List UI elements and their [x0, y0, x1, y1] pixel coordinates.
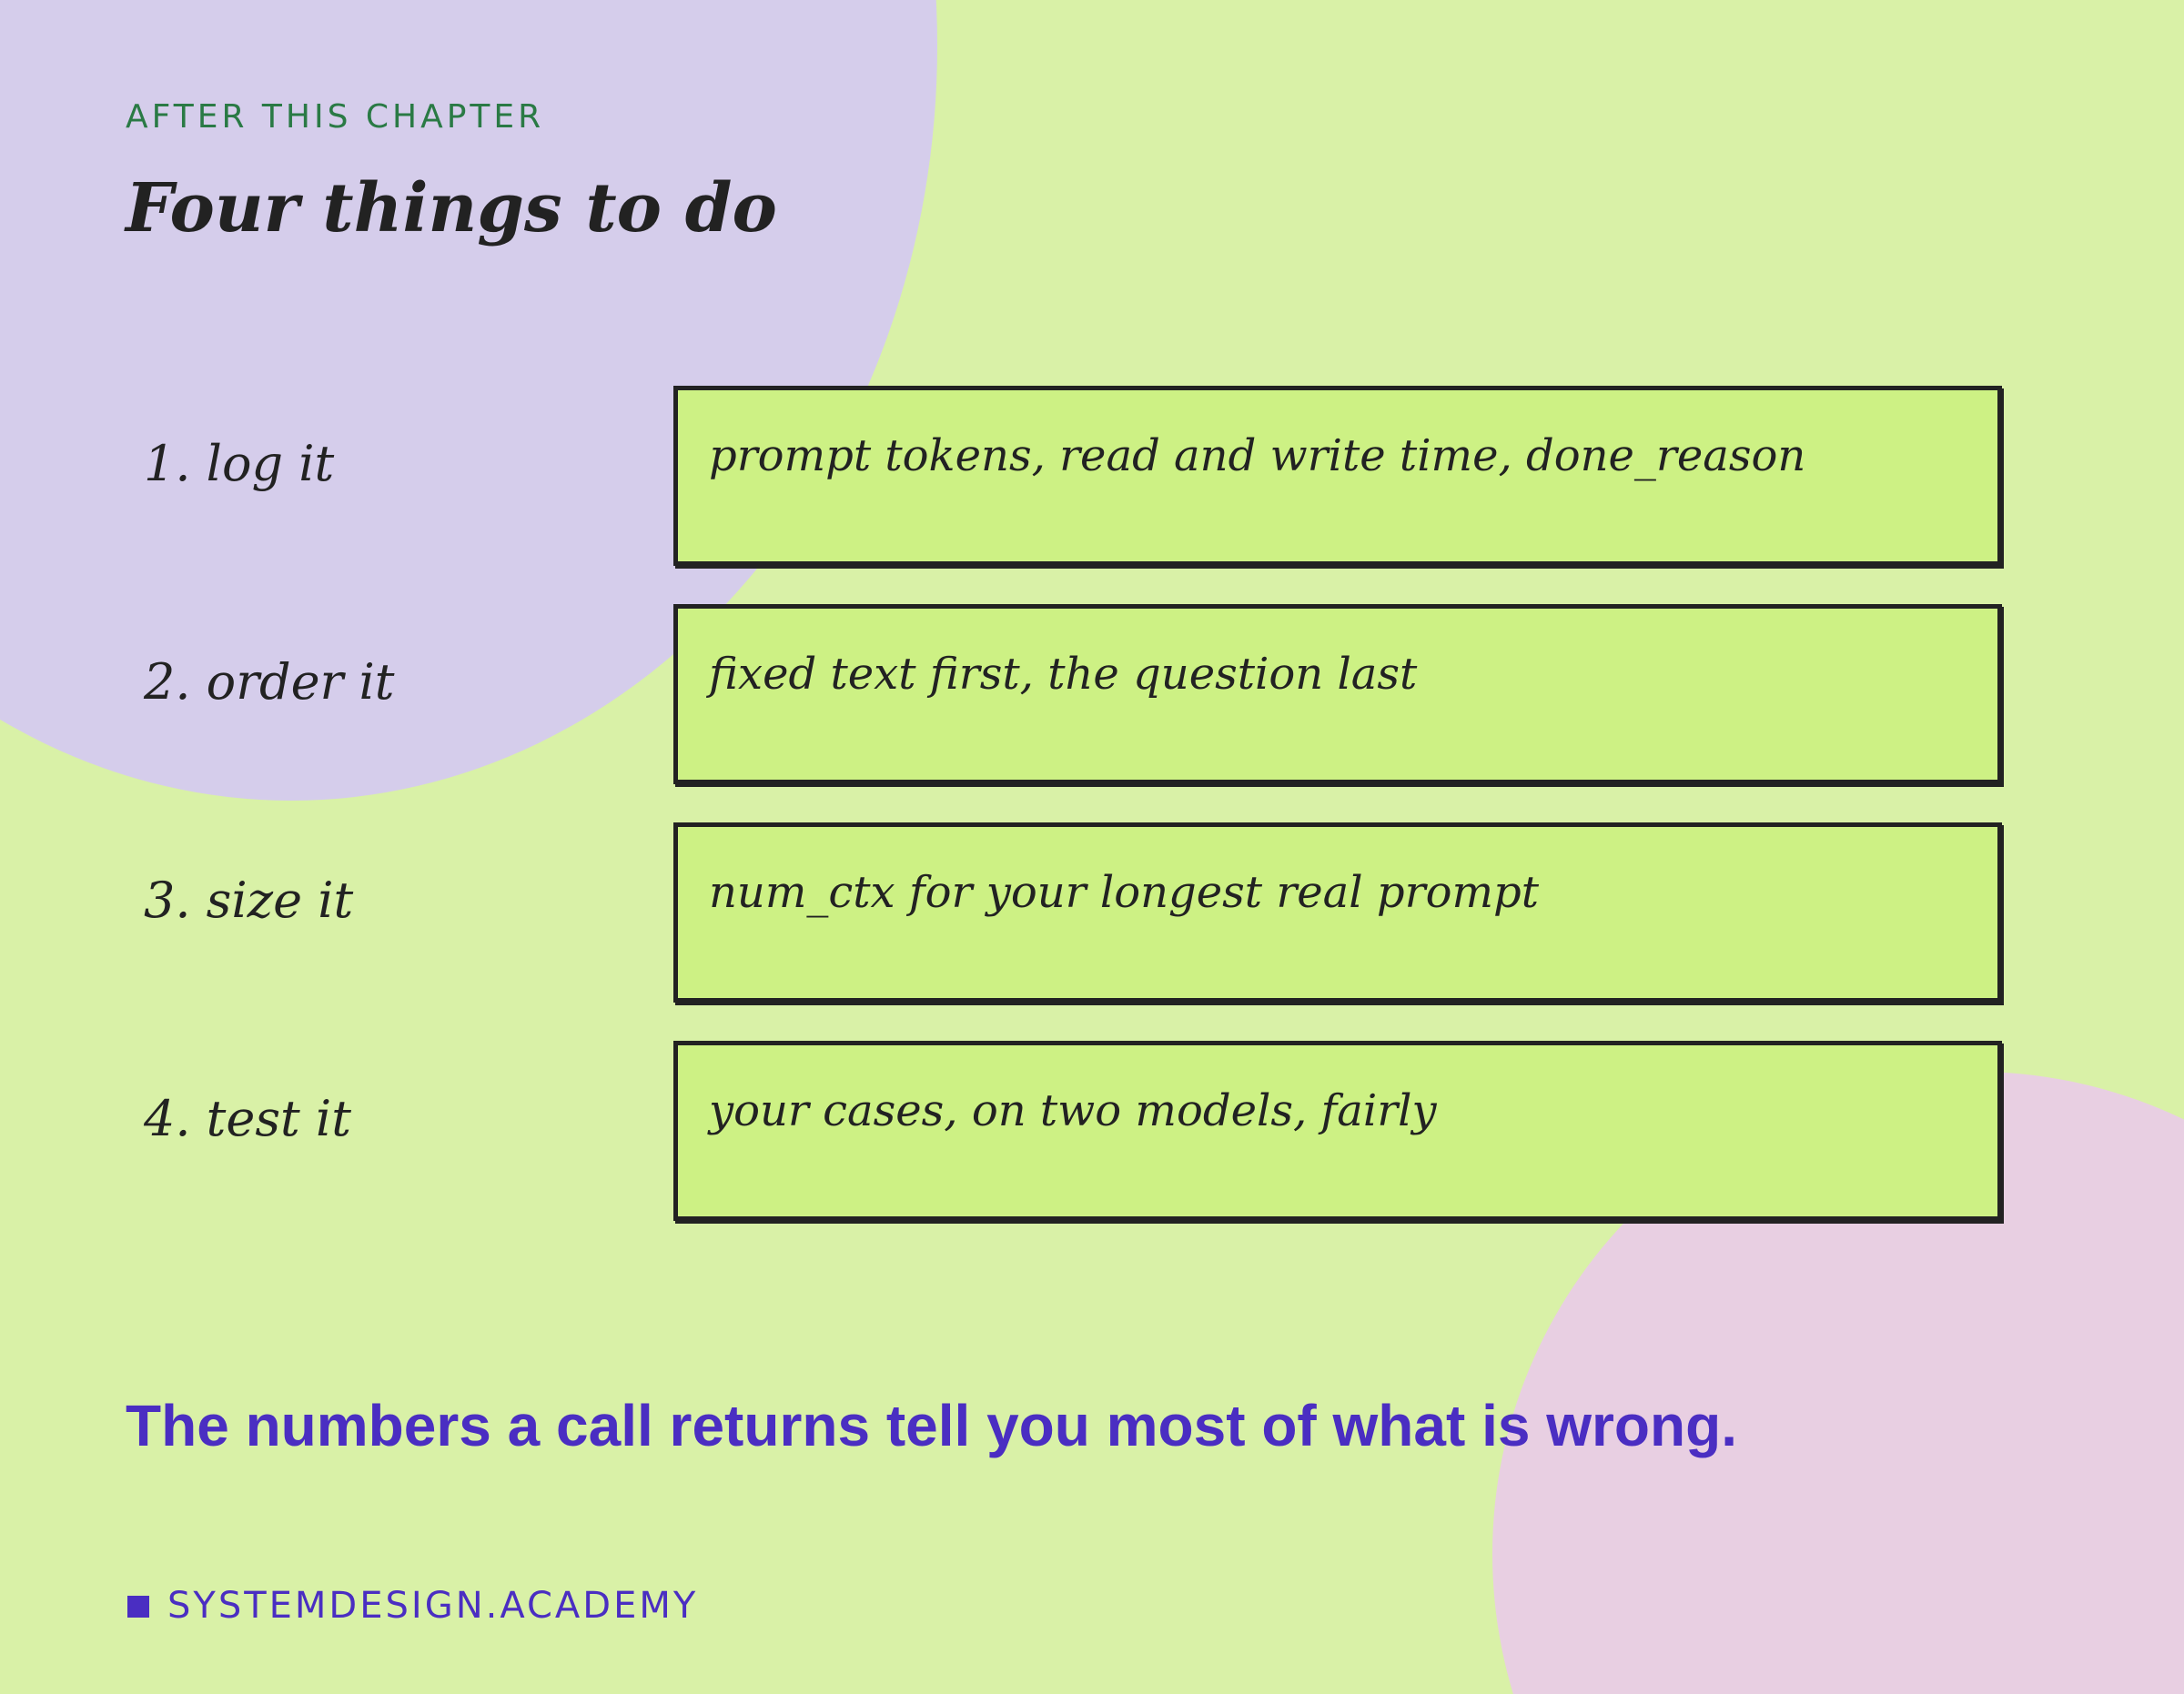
step-label-1: 1. log it — [144, 435, 335, 492]
footer-brand: SYSTEMDESIGN.ACADEMY — [167, 1585, 699, 1627]
step-label-3: 3. size it — [144, 872, 354, 929]
step-text-3: num_ctx for your longest real prompt — [709, 867, 1539, 918]
step-label-4: 4. test it — [144, 1090, 351, 1147]
takeaway-text: The numbers a call returns tell you most of what is wrong. — [126, 1393, 1737, 1458]
brand-square-icon — [127, 1596, 149, 1618]
step-text-4: your cases, on two models, fairly — [709, 1085, 1437, 1136]
step-box-2 — [673, 604, 2002, 784]
eyebrow-label: AFTER THIS CHAPTER — [126, 98, 545, 136]
page-title: Four things to do — [126, 169, 777, 247]
step-text-2: fixed text first, the question last — [709, 649, 1418, 700]
step-box-3 — [673, 822, 2002, 1003]
step-box-4 — [673, 1041, 2002, 1221]
step-label-2: 2. order it — [144, 653, 395, 711]
step-box-1 — [673, 386, 2002, 566]
step-text-1: prompt tokens, read and write time, done_reason — [709, 430, 1806, 481]
